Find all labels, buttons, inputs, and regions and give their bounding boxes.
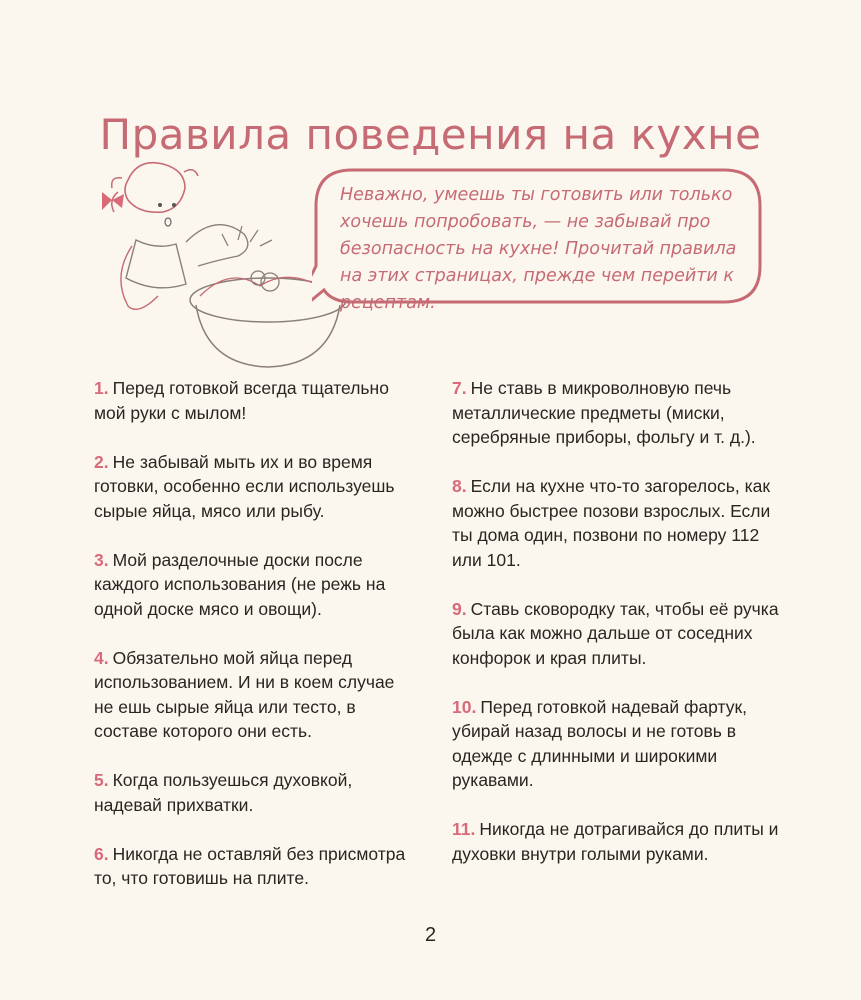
rule-item bbox=[452, 695, 792, 793]
rule-item bbox=[452, 376, 792, 450]
rule-item bbox=[94, 450, 414, 524]
page-number: 2 bbox=[424, 924, 437, 946]
rule-number: 11. bbox=[452, 819, 476, 839]
rule-number: 8. bbox=[452, 476, 467, 496]
rule-number: 5. bbox=[94, 770, 109, 790]
rule-text: Не ставь в микроволновую печь металлические предметы (миски, серебряные приборы, фольгу и т. д.). bbox=[452, 378, 756, 447]
rule-item bbox=[452, 597, 792, 671]
rule-number: 4. bbox=[94, 647, 109, 668]
rule-text: Если на кухне что-то загорелось, как можно быстрее позови взрослых. Если ты дома один, позвони по номеру 112 или 101. bbox=[452, 476, 771, 570]
rule-number: 6. bbox=[94, 843, 109, 864]
rule-text: Ставь сковородку так, чтобы её ручка была как можно дальше от соседних конфорок и края плиты. bbox=[452, 598, 779, 668]
rule-text: Никогда не дотрагивайся до плиты и духовки внутри голыми руками. bbox=[452, 819, 779, 864]
page-title: Правила поведения на кухне bbox=[99, 110, 762, 160]
rule-item bbox=[94, 768, 414, 817]
rule-item bbox=[94, 548, 414, 622]
rule-number: 1. bbox=[94, 378, 109, 398]
intro-text: Неважно, умеешь ты готовить или только хочешь попробовать, — не забывай про безопасность на кухне! Прочитай правила на этих страницах, прежде чем перейти к рецептам. bbox=[340, 185, 737, 313]
rules-column-left bbox=[94, 376, 414, 915]
rule-item bbox=[452, 817, 792, 866]
rule-text: Мой разделочные доски после каждого использования (не режь на одной доске мясо и овощи). bbox=[94, 549, 386, 619]
rule-item bbox=[94, 376, 414, 425]
rule-number: 2. bbox=[94, 451, 109, 472]
rule-item bbox=[452, 474, 792, 572]
rule-number: 9. bbox=[452, 598, 467, 619]
rule-text: Обязательно мой яйца перед использованием. И ни в коем случае не ешь сырые яйца или тесто, в составе которого они есть. bbox=[94, 647, 395, 741]
girl-washing-illustration bbox=[88, 150, 348, 380]
rule-text: Никогда не оставляй без присмотра то, что готовишь на плите. bbox=[94, 843, 406, 888]
rule-item bbox=[94, 842, 414, 891]
rule-number: 7. bbox=[452, 378, 467, 398]
rule-text: Не забывай мыть их и во время готовки, особенно если используешь сырые яйца, мясо или рыбу. bbox=[94, 451, 395, 521]
rule-item bbox=[94, 646, 414, 744]
rule-text: Перед готовкой всегда тщательно мой руки с мылом! bbox=[94, 378, 389, 423]
rule-number: 10. bbox=[452, 696, 477, 717]
rules-column-right bbox=[452, 376, 792, 891]
rule-text: Перед готовкой надевай фартук, убирай назад волосы и не готовь в одежде с длинными и широкими рукавами. bbox=[452, 696, 747, 790]
rule-text: Когда пользуешься духовкой, надевай прихватки. bbox=[94, 770, 353, 815]
rule-number: 3. bbox=[94, 549, 109, 570]
